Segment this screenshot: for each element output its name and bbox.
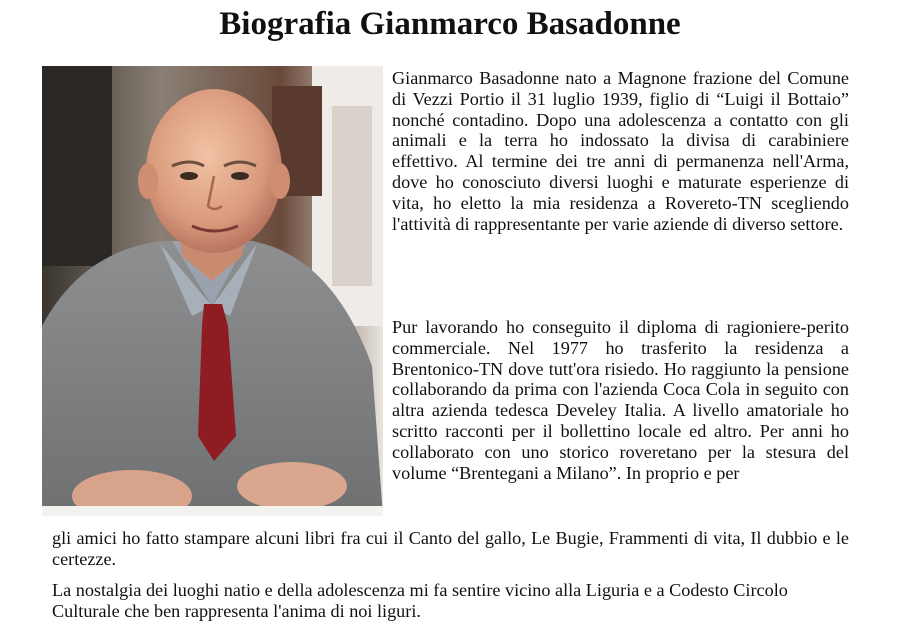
page-title: Biografia Gianmarco Basadonne: [219, 6, 681, 42]
biography-paragraph-2-continued: gli amici ho fatto stampare alcuni libri fra cui il Canto del gallo, Le Bugie, Frammenti di vita, Il dubbio e le certezze.: [52, 528, 849, 569]
biography-paragraph-2: Pur lavorando ho conseguito il diploma di ragioniere-perito commerciale. Nel 1977 ho trasferito la residenza a Brentonico-TN dove tutt'ora risiedo. Ho raggiunto la pensione collaborando da prima con l'azienda Coca Cola in seguito con altra azienda tedesca Develey Italia. A livello amatoriale ho scritto racconti per il bollettino locale ed altro. Per anni ho collaborato con uno storico roveretano per la stesura del volume “Brentegani a Milano”. In proprio e per: [392, 317, 849, 483]
biography-paragraph-1: Gianmarco Basadonne nato a Magnone frazione del Comune di Vezzi Portio il 31 luglio 1939, figlio di “Luigi il Bottaio” nonché contadino. Dopo una adolescenza a contatto con gli animali e la terra ho indossato la divisa di carabiniere effettivo. Al termine dei tre anni di permanenza nell'Arma, dove ho conosciuto diversi luoghi e maturate esperienze di vita, ho eletto la mia residenza a Rovereto-TN scegliendo l'attività di rappresentante per varie aziende di diverso settore.: [392, 68, 849, 234]
portrait-photo: [42, 66, 383, 516]
biography-paragraph-3: La nostalgia dei luoghi natio e della adolescenza mi fa sentire vicino alla Liguria e a Codesto Circolo Culturale che ben rappresenta l'anima di noi liguri.: [52, 580, 788, 621]
